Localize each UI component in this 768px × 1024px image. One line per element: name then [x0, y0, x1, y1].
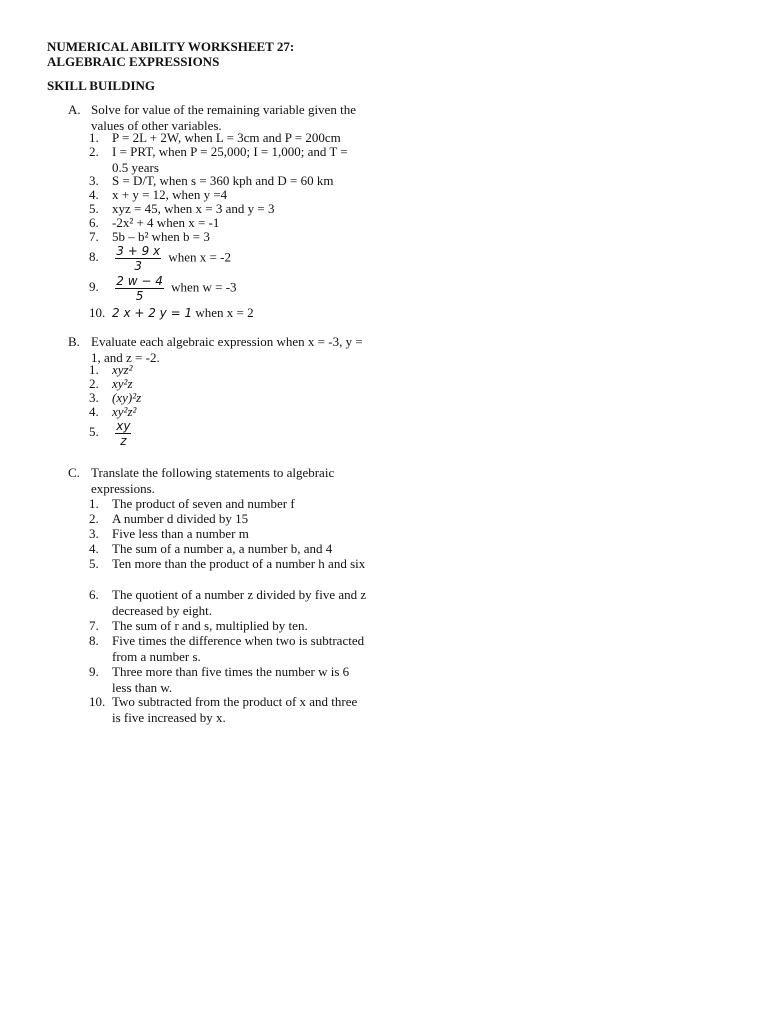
fraction: $\frac{xy}{z}$ [116, 419, 131, 448]
part-b-item-3: 3. (xy)²z [89, 390, 142, 405]
part-c-letter: C. [68, 465, 80, 480]
part-a-item-8: 8. $\frac{3 + 9 x}{3}$ when x = -2 [89, 244, 231, 273]
part-c-item-10: 10. Two subtracted from the product of x and three is five increased by x. [89, 694, 358, 725]
worksheet-title-line2: ALGEBRAIC EXPRESSIONS [47, 54, 220, 69]
section-heading: SKILL BUILDING [47, 78, 156, 93]
fraction: $\frac{2 w - 4}{5}$ [116, 274, 163, 303]
part-a-item-4: 4. x + y = 12, when y =4 [89, 187, 228, 202]
part-c-item-4: 4. The sum of a number a, a number b, and 4 [89, 541, 333, 556]
part-a-item-7: 7. 5b – b² when b = 3 [89, 229, 210, 244]
part-c-instruction: Translate the following statements to algebraic expressions. [91, 465, 335, 496]
part-a-letter: A. [68, 102, 81, 117]
fraction: $\frac{3 + 9 x}{3}$ [116, 244, 161, 273]
part-c-item-5: 5. Ten more than the product of a number h and six [89, 556, 366, 571]
part-b-item-5: 5. $\frac{xy}{z}$ [89, 419, 131, 448]
part-c-item-8: 8. Five times the difference when two is subtracted from a number s. [89, 633, 365, 664]
part-c-item-2: 2. A number d divided by 15 [89, 511, 249, 526]
part-a-instruction: Solve for value of the remaining variable given the values of other variables. [91, 102, 356, 133]
part-c-item-9: 9. Three more than five times the number w is 6 less than w. [89, 664, 350, 695]
part-a-item-6: 6. -2x² + 4 when x = -1 [89, 215, 220, 230]
part-a-item-2: 2. I = PRT, when P = 25,000; I = 1,000; and T = 0.5 years [89, 144, 348, 175]
part-a-item-5: 5. xyz = 45, when x = 3 and y = 3 [89, 201, 275, 216]
part-b-item-4: 4. xy²z² [89, 404, 137, 419]
part-b-letter: B. [68, 334, 80, 349]
part-c-item-3: 3. Five less than a number m [89, 526, 249, 541]
worksheet-title-line1: NUMERICAL ABILITY WORKSHEET 27: [47, 39, 295, 54]
part-b-item-1: 1. xyz² [89, 362, 133, 377]
part-c-item-1: 1. The product of seven and number f [89, 496, 295, 511]
part-b-item-2: 2. xy²z [89, 376, 133, 391]
part-c-item-6: 6. The quotient of a number z divided by five and z decreased by eight. [89, 587, 367, 618]
part-b-instruction: Evaluate each algebraic expression when x = -3, y = 1, and z = -2. [91, 334, 363, 365]
part-a-item-10: 10. 2 x + 2 y = 1 when x = 2 [89, 305, 254, 320]
part-a-item-3: 3. S = D/T, when s = 360 kph and D = 60 km [89, 173, 334, 188]
part-a-item-9: 9. $\frac{2 w - 4}{5}$ when w = -3 [89, 274, 237, 303]
part-c-item-7: 7. The sum of r and s, multiplied by ten. [89, 618, 308, 633]
part-a-item-1: 1. P = 2L + 2W, when L = 3cm and P = 200cm [89, 130, 341, 145]
